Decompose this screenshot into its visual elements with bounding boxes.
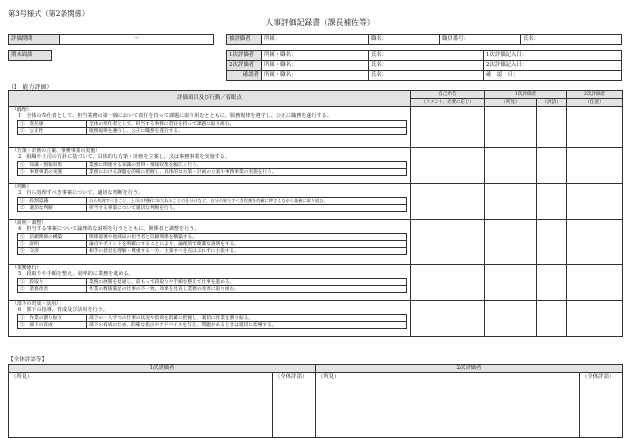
category-description: 4 担当する事案について論理的な説明を行うとともに、関係者と調整を行う。 — [18, 225, 200, 232]
item-label: ② 事務事業の実施 — [18, 169, 87, 176]
first-opinion-cell[interactable] — [485, 148, 537, 184]
evaluatee-affiliation[interactable]: 所属： — [262, 35, 369, 45]
item-text: 関係部署や他部局の担当者と信頼関係を構築する。 — [87, 234, 407, 241]
section-title: （Ⅰ 能力評価） — [8, 84, 53, 91]
category-description: 1 全体の奉仕者として、担当業務の第一線において責任を持って課題に取り組むとともに、服務規律を遵守し、公正に職務を遂行する。 — [18, 112, 332, 119]
category-items — [17, 314, 407, 329]
category-row — [9, 148, 623, 184]
first-opinion-cell[interactable] — [485, 184, 537, 220]
first-grade-cell[interactable] — [537, 301, 567, 337]
evaluator-2-date[interactable]: 2次評価記入日： — [484, 61, 622, 71]
second-evaluator-cell[interactable] — [567, 184, 623, 220]
evaluator-1-date[interactable]: 1次評価記入日： — [484, 51, 622, 61]
ability-evaluation-table — [8, 90, 623, 337]
interview-label: 期末面談 — [9, 51, 52, 61]
self-comment-cell[interactable] — [411, 220, 485, 265]
grade-label: （全体評語） — [582, 374, 615, 380]
category-row — [9, 184, 623, 220]
first-evaluator-column-header: 1次評価者 — [485, 91, 567, 99]
category-cell — [9, 265, 411, 301]
evaluator-1-affiliation[interactable]: 所属・職名： — [262, 51, 369, 61]
first-grade-cell[interactable] — [537, 184, 567, 220]
category-cell — [9, 107, 411, 148]
item-text: 全体の奉仕者として、担当する事務に責任を持って課題に取り組む。 — [87, 121, 407, 128]
evaluatee-position[interactable]: 職名： — [369, 35, 440, 45]
item-text: 部下の育成のため、的確な指示やアドバイスを与え、問題があるときは適切に指導する。 — [87, 322, 407, 329]
category-name: （部下の育成・活用） — [12, 301, 61, 307]
item-label: ① 役割認識 — [18, 198, 87, 205]
category-description: 6 部下の指導、育成及び活用を行う。 — [18, 306, 108, 313]
evaluator-row-3 — [227, 71, 622, 81]
item-label: ② 説明 — [18, 241, 87, 248]
item-text: 服務規律を遵守し、公正に職務を遂行する。 — [87, 128, 407, 135]
overall-first-grade[interactable] — [272, 373, 315, 437]
evaluatee-name[interactable]: 氏名： — [521, 35, 622, 45]
category-items — [17, 161, 407, 176]
evaluator-1-label: 1次評価者 — [227, 51, 262, 61]
item-label: ② 部下の育成 — [18, 322, 87, 329]
overall-second-grade[interactable] — [579, 373, 622, 437]
item-label: ① 段取り — [18, 279, 87, 286]
item-text: 論点やポイントを明確にすることにより、論理的で簡潔な説明をする。 — [87, 241, 407, 248]
overall-body-row — [9, 373, 623, 438]
first-grade-cell[interactable] — [537, 107, 567, 148]
second-evaluator-cell[interactable] — [567, 107, 623, 148]
category-cell — [9, 220, 411, 265]
item-text: 担当する事案について適切な判断を行う。 — [87, 205, 407, 212]
self-comment-cell[interactable] — [411, 184, 485, 220]
item-text: 業務の展開を見通し、前もって段取りや手順を整えて仕事を進める。 — [87, 279, 407, 286]
overall-second-opinion[interactable] — [316, 373, 579, 437]
items-column-header: 評価項目及び行動／着眼点 — [9, 91, 411, 107]
item-text: 相手の意見を理解・尊重する一方、主張すべき点はぶれずに主張する。 — [87, 248, 407, 255]
item-label: ① 知識・情報収集 — [18, 162, 87, 169]
overall-first-header: 1次評価者 — [9, 365, 316, 373]
self-comment-cell[interactable] — [411, 265, 485, 301]
category-name: （説明・調整） — [12, 220, 47, 226]
overall-section-label: 【全体評語等】 — [8, 357, 48, 363]
form-number: 第3号様式（第2条関係） — [8, 9, 90, 18]
grade-label: （全体評語） — [275, 374, 308, 380]
category-name: （判断） — [12, 184, 32, 190]
first-opinion-header: （所見） — [485, 99, 537, 107]
item-label: ② 公正性 — [18, 128, 87, 135]
category-name: （方策・計画の立案、事務事業の実施） — [12, 148, 101, 154]
first-grade-cell[interactable] — [537, 148, 567, 184]
evaluator-2-name[interactable]: 氏名： — [369, 61, 484, 71]
self-comment-cell[interactable] — [411, 107, 485, 148]
interview-table — [8, 50, 52, 61]
confirmer-label: 確認者 — [227, 71, 262, 81]
period-tilde: ～ — [133, 36, 140, 43]
opinion-label: （所見） — [11, 374, 33, 380]
self-column-sub: （コメント，必要に応じ） — [411, 99, 485, 107]
category-row — [9, 301, 623, 337]
self-column-header: 自己申告 — [411, 91, 485, 99]
first-opinion-cell[interactable] — [485, 301, 537, 337]
second-evaluator-cell[interactable] — [567, 301, 623, 337]
self-comment-cell[interactable] — [411, 148, 485, 184]
category-cell — [9, 301, 411, 337]
item-label: ① 信頼関係の構築 — [18, 234, 87, 241]
category-description: 3 自ら処理すべき事案について、適切な判断を行う。 — [18, 189, 144, 196]
overall-header-row — [9, 365, 623, 373]
first-grade-cell[interactable] — [537, 220, 567, 265]
item-text: 業務に関連する知識の習得・情報収集を幅広く行う。 — [87, 162, 407, 169]
category-cell — [9, 148, 411, 184]
category-row — [9, 220, 623, 265]
category-name: （業務運行） — [12, 265, 42, 271]
evaluator-2-affiliation[interactable]: 所属・職名： — [262, 61, 369, 71]
item-label: ② 適切な判断 — [18, 205, 87, 212]
second-evaluator-cell[interactable] — [567, 265, 623, 301]
second-evaluator-cell[interactable] — [567, 148, 623, 184]
category-row — [9, 107, 623, 148]
category-description: 2 組織や上司の方針に基づいて、具体的な方策・計画を立案し、又は事務事業を実施する。 — [18, 153, 230, 160]
period-label: 評価期間 — [9, 35, 60, 45]
overall-table — [8, 364, 623, 438]
evaluator-row-1 — [227, 51, 622, 61]
overall-first-cell[interactable] — [9, 373, 316, 438]
item-label: ① 責任感 — [18, 121, 87, 128]
document-title: 人事評価記録書（課長補佐等） — [265, 18, 375, 27]
overall-second-cell[interactable] — [316, 373, 623, 438]
category-row — [9, 265, 623, 301]
category-items — [17, 278, 407, 293]
table-header-row-1 — [9, 91, 623, 99]
item-text: 作業の数値満足の仕事の不一致、効果を見直し業務の改善に取り組む。 — [87, 286, 407, 293]
first-grade-cell[interactable] — [537, 265, 567, 301]
evaluator-row-2 — [227, 61, 622, 71]
overall-first-opinion[interactable] — [9, 373, 272, 437]
evaluatee-label: 被評価者 — [227, 35, 262, 45]
confirmer-name[interactable]: 氏名： — [369, 71, 484, 81]
category-name: （倫理） — [12, 107, 32, 113]
item-text: 自ら処理すべきこと、上司の判断にゆだねることの仕分けなど、自分の果たすべき役割を的確に押さえながら業務に取り組む。 — [87, 198, 407, 205]
evaluator-2-label: 2次評価者 — [227, 61, 262, 71]
category-items — [17, 120, 407, 135]
second-evaluator-cell[interactable] — [567, 220, 623, 265]
category-items — [17, 233, 407, 255]
item-label: ② 業務改善 — [18, 286, 87, 293]
evaluatee-employee-no[interactable]: 職員番号： — [440, 35, 521, 45]
item-label: ③ 交渉 — [18, 248, 87, 255]
period-table — [8, 34, 214, 45]
first-opinion-cell[interactable] — [485, 265, 537, 301]
second-evaluator-column-header: 2次評価者 — [567, 91, 623, 99]
category-description: 5 段取りや手順を整え、効率的に業務を進める。 — [18, 270, 134, 277]
first-opinion-cell[interactable] — [485, 107, 537, 148]
opinion-label: （所見） — [318, 374, 340, 380]
confirmer-date[interactable]: 確 認 日： — [484, 71, 622, 81]
item-label: ① 作業の割り振り — [18, 315, 87, 322]
evaluators-table — [226, 50, 622, 81]
category-items — [17, 197, 407, 212]
item-text: 業務における課題を的確に把握し、具体的な方策・計画の立案や事務事業の実施を行う。 — [87, 169, 407, 176]
self-comment-cell[interactable] — [411, 301, 485, 337]
evaluatee-table — [226, 34, 622, 45]
category-cell — [9, 184, 411, 220]
confirmer-affiliation[interactable]: 所属・職名： — [262, 71, 369, 81]
first-opinion-cell[interactable] — [485, 220, 537, 265]
overall-second-header: 2次評価者 — [316, 365, 623, 373]
evaluator-1-name[interactable]: 氏名： — [369, 51, 484, 61]
second-column-sub: （任意） — [567, 99, 623, 107]
item-text: 部下の一人ずつの仕事の状況や負荷を的確に把握し、適切に作業を割り振る。 — [87, 315, 407, 322]
period-field[interactable] — [60, 35, 214, 45]
first-grade-header: （評語） — [537, 99, 567, 107]
